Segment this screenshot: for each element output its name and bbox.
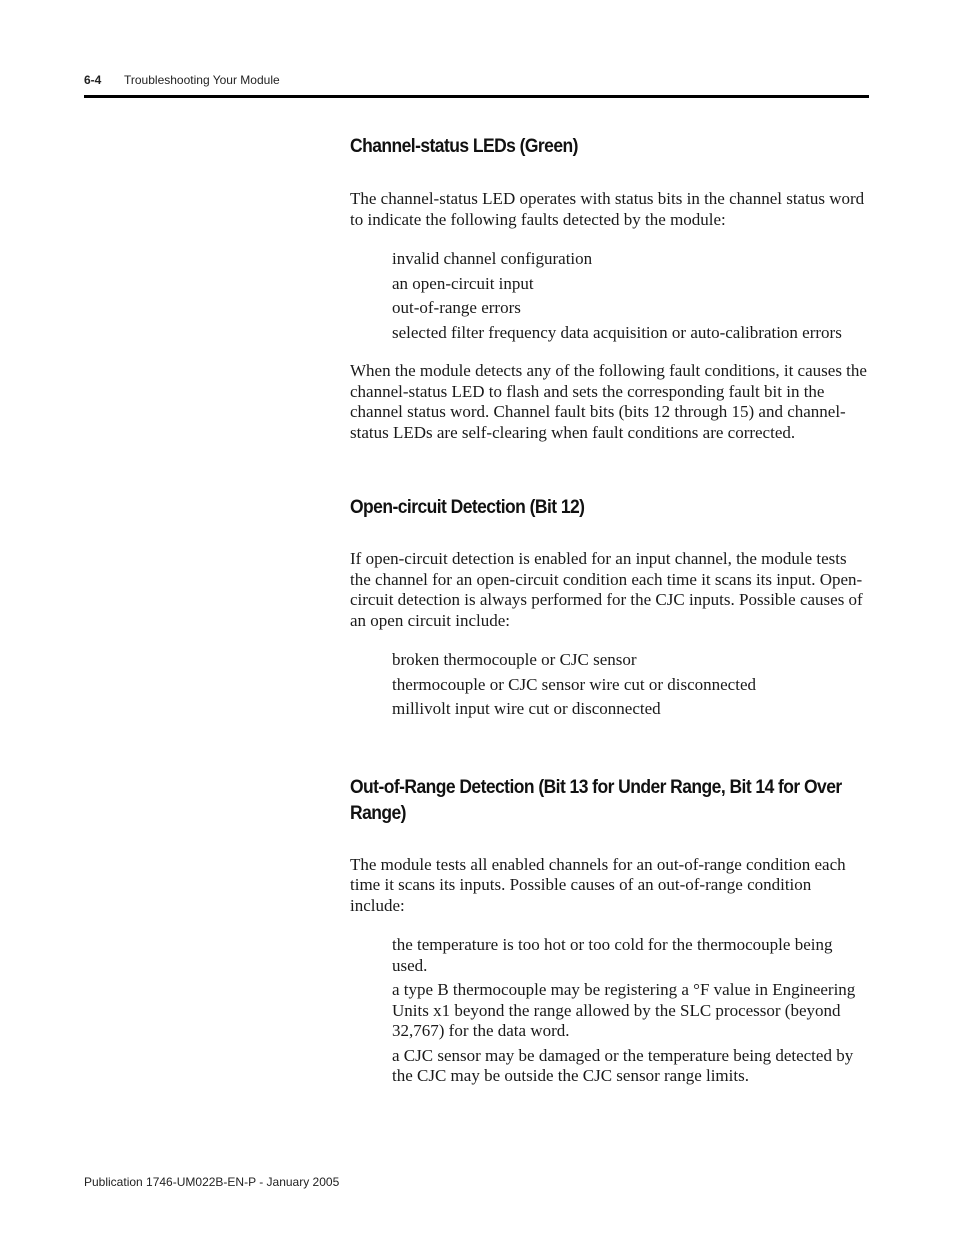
page-header (84, 73, 869, 87)
list-item: selected filter frequency data acquisition or auto-calibration errors (392, 322, 842, 342)
list-item: thermocouple or CJC sensor wire cut or disconnected (392, 674, 756, 694)
list-item: the temperature is too hot or too cold for the thermocouple being used. (392, 935, 833, 975)
list-item: out-of-range errors (392, 298, 521, 317)
header-divider (84, 95, 869, 98)
section-heading-channel-status-leds: Channel-status LEDs (Green) (350, 136, 578, 157)
section-paragraph: When the module detects any of the following fault conditions, it causes the channel-status LED to flash and sets the corresponding fault bit in the channel status word. Channel fault bits (bits 12 through 15) and channel-status LEDs are self-clearing when fault conditions are corrected. (350, 361, 867, 442)
list-item: invalid channel configuration (392, 249, 593, 268)
list-item: broken thermocouple or CJC sensor (392, 650, 637, 669)
main-content (350, 134, 870, 1091)
cause-list (350, 650, 870, 720)
list-item: a CJC sensor may be damaged or the temperature being detected by the CJC may be outside the CJC sensor range limits. (392, 1045, 854, 1085)
chapter-title: Troubleshooting Your Module (124, 73, 280, 87)
list-item: millivolt input wire cut or disconnected (392, 699, 661, 718)
list-item: an open-circuit input (392, 273, 534, 293)
section-paragraph: The module tests all enabled channels for an out-of-range condition each time it scans its inputs. Possible causes of an out-of-range condition include: (350, 854, 846, 915)
section-heading-out-of-range-detection: Out-of-Range Detection (Bit 13 for Under Range, Bit 14 for Over Range) (350, 776, 842, 824)
list-item: a type B thermocouple may be registering a °F value in Engineering Units x1 beyond the range allowed by the SLC processor (beyond 32,767) for the data word. (392, 980, 856, 1040)
section-heading-open-circuit-detection: Open-circuit Detection (Bit 12) (350, 497, 585, 518)
publication-footer: Publication 1746-UM022B-EN-P - January 2005 (84, 1175, 340, 1189)
fault-list (350, 249, 870, 343)
section-paragraph: If open-circuit detection is enabled for an input channel, the module tests the channel for an open-circuit condition each time it scans its input. Open-circuit detection is always performed for the CJC inputs. Possible causes of an open circuit include: (350, 549, 863, 630)
cause-list (350, 935, 870, 1087)
page-number: 6-4 (84, 73, 102, 87)
section-paragraph: The channel-status LED operates with status bits in the channel status word to indicate the following faults detected by the module: (350, 189, 865, 229)
